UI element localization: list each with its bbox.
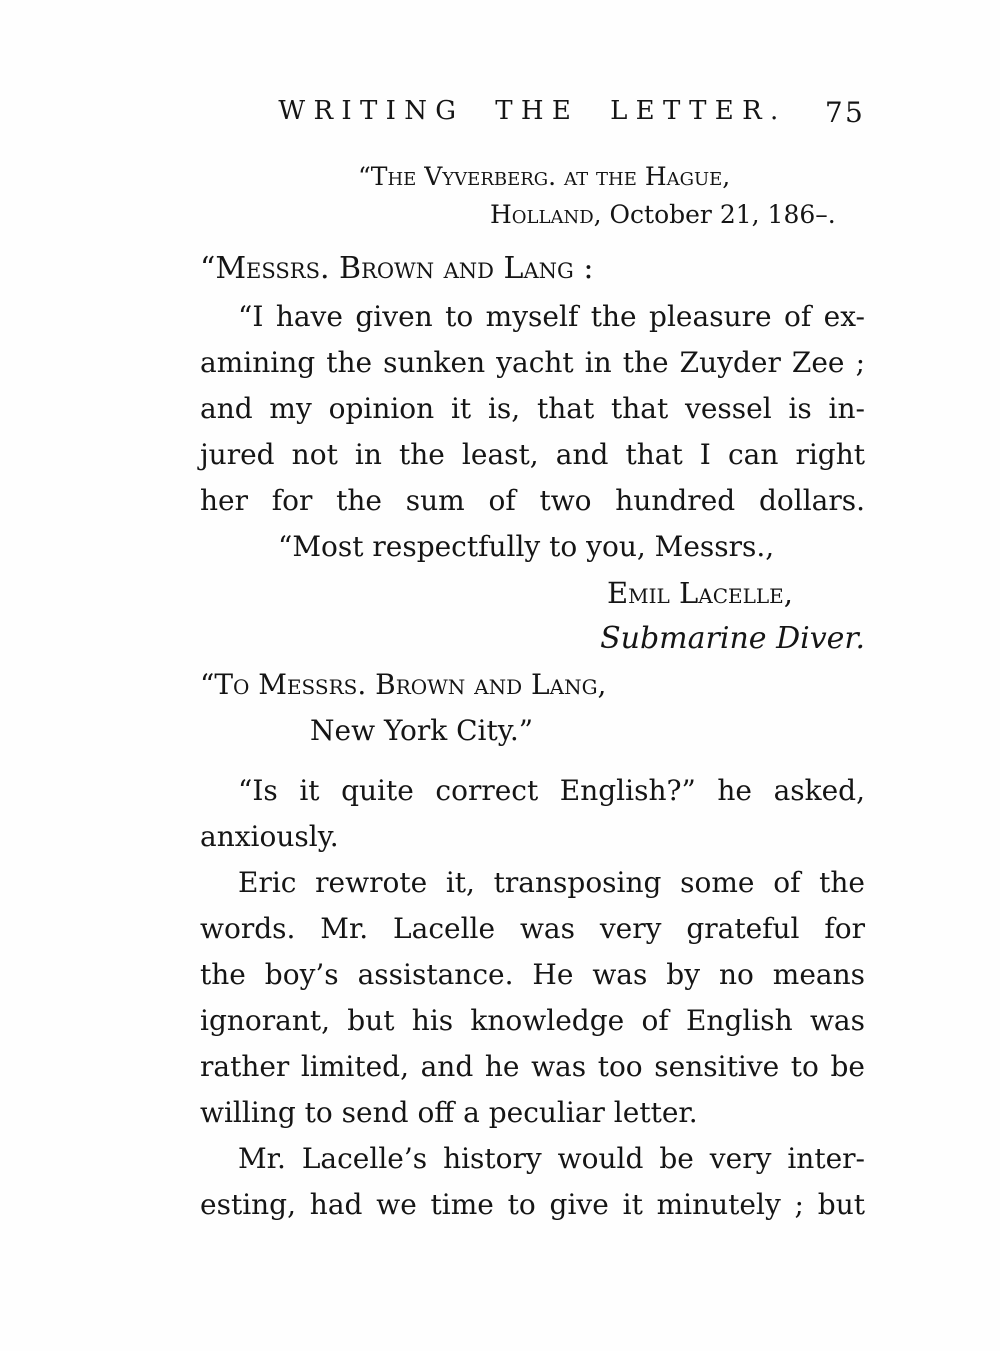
narrative-line: ignorant, but his knowledge of English was: [200, 1004, 865, 1037]
letter-body-line: amining the sunken yacht in the Zuyder Zee ;: [200, 346, 865, 379]
narrative-line: esting, had we time to give it minutely ; but: [200, 1188, 865, 1221]
running-title: WRITING THE LETTER.: [278, 96, 787, 126]
narrative-line: anxiously.: [200, 820, 339, 853]
page-number: 75: [824, 96, 865, 129]
dateline-date-text: October 21, 186–.: [601, 200, 836, 229]
letter-valediction: “Most respectfully to you, Messrs.,: [278, 530, 775, 563]
narrative-line: rather limited, and he was too sensitive to be: [200, 1050, 865, 1083]
letter-signature-title: Submarine Diver.: [600, 621, 865, 656]
letter-body-line: jured not in the least, and that I can right: [200, 438, 865, 471]
narrative-line: Eric rewrote it, transposing some of the: [238, 866, 865, 899]
letter-body-line: and my opinion it is, that that vessel is in-: [200, 392, 865, 425]
letter-signature-name: Emil Lacelle,: [606, 576, 793, 610]
letter-address-line: “To Messrs. Brown and Lang,: [200, 668, 607, 701]
letter-dateline-place: “The Vyverberg. at the Hague,: [358, 162, 731, 191]
narrative-line: Mr. Lacelle’s history would be very inter-: [238, 1142, 865, 1175]
text-block: [200, 158, 865, 1228]
narrative-line: willing to send off a peculiar letter.: [200, 1096, 698, 1129]
letter-body-line: her for the sum of two hundred dollars.: [200, 484, 865, 517]
letter-body-line: “I have given to myself the pleasure of ex-: [238, 300, 865, 333]
letter-address-line: New York City.”: [310, 714, 534, 747]
dateline-city: Holland,: [490, 200, 602, 229]
narrative-line: “Is it quite correct English?” he asked,: [238, 774, 865, 807]
letter-dateline-date: [200, 196, 865, 234]
letter-salutation: “Messrs. Brown and Lang :: [200, 251, 594, 286]
page-header: [200, 96, 865, 130]
narrative-line: the boy’s assistance. He was by no means: [200, 958, 865, 991]
narrative-line: words. Mr. Lacelle was very grateful for: [200, 912, 865, 945]
